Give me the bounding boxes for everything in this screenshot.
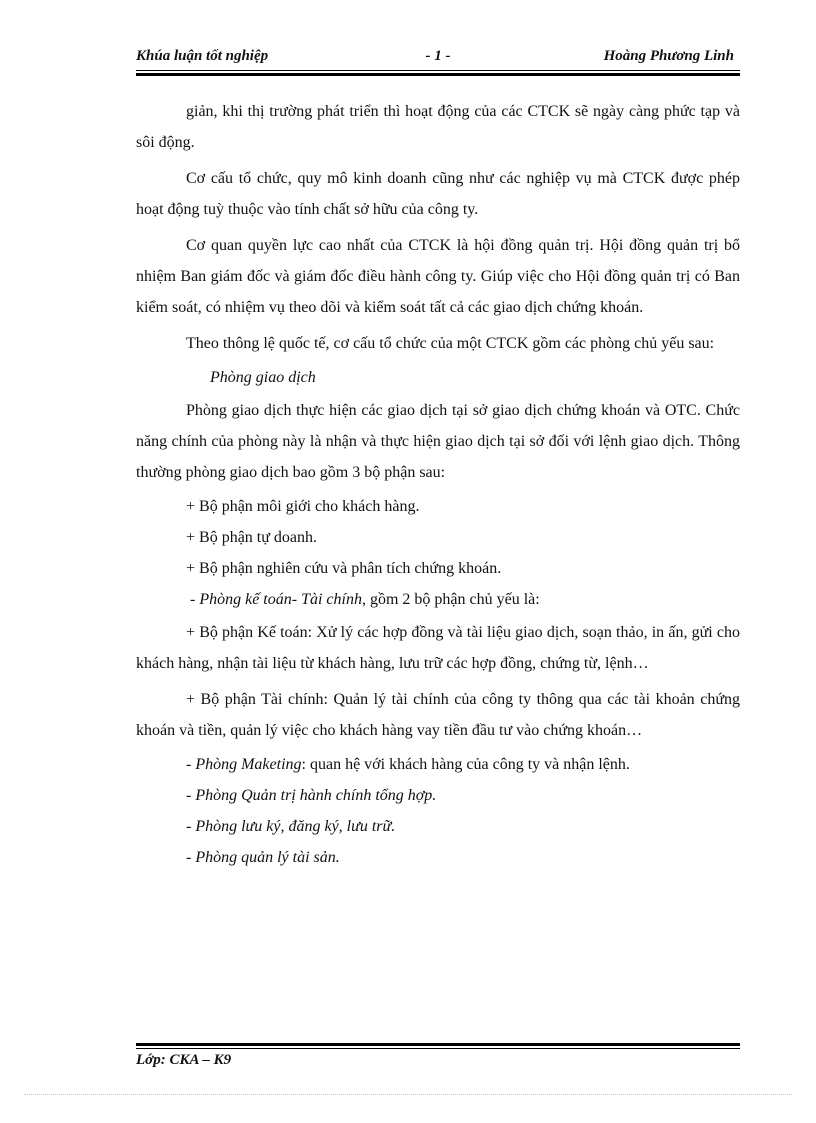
bullet-item: + Bộ phận tự doanh.: [186, 529, 318, 546]
dash-item: - Phòng lưu ký, đăng ký, lưu trữ.: [186, 818, 396, 835]
paragraph: Cơ quan quyền lực cao nhất của CTCK là hội đồng quản trị. Hội đồng quản trị bổ nhiệm Ban giám đốc và giám đốc điều hành công ty. Giúp việc cho Hội đồng quản trị có Ban kiểm soát, có nhiệm vụ theo dõi và kiểm soát tất cả các giao dịch chứng khoán.: [136, 237, 740, 316]
bullet-item: + Bộ phận môi giới cho khách hàng.: [186, 498, 420, 515]
footer-class-label: Lớp: CKA – K9: [136, 1052, 232, 1068]
dash-item-text: , gồm 2 bộ phận chủ yếu là:: [361, 591, 540, 608]
page-bottom-dotted-line: [24, 1094, 792, 1095]
header-page-number: - 1 -: [425, 48, 451, 64]
page-body: [136, 96, 740, 875]
dash-item: - Phòng quản lý tài sản.: [186, 849, 340, 866]
dash-prefix: -: [186, 756, 196, 773]
section-heading: Phòng giao dịch: [210, 369, 316, 386]
dash-item: [136, 751, 740, 778]
footer-rule-thick: [136, 1043, 740, 1046]
paragraph: giản, khi thị trường phát triển thì hoạt động của các CTCK sẽ ngày càng phức tạp và sôi động.: [136, 103, 740, 151]
dash-item: - Phòng Quản trị hành chính tổng hợp.: [186, 787, 437, 804]
dash-item: [136, 586, 740, 613]
footer-rule-thin: [136, 1048, 740, 1049]
header-rule-thin: [136, 70, 740, 71]
bullet-item: + Bộ phận nghiên cứu và phân tích chứng khoán.: [186, 560, 502, 577]
paragraph: + Bộ phận Kế toán: Xử lý các hợp đồng và tài liệu giao dịch, soạn thảo, in ấn, gửi cho khách hàng, nhận tài liệu từ khách hàng, lưu trữ các hợp đồng, chứng từ, lệnh…: [136, 624, 740, 672]
header-author-name: Hoàng Phương Linh: [603, 48, 734, 64]
paragraph: Cơ cấu tổ chức, quy mô kinh doanh cũng như các nghiệp vụ mà CTCK được phép hoạt động tuỳ thuộc vào tính chất sở hữu của công ty.: [136, 170, 740, 218]
department-name: Phòng kế toán- Tài chính: [199, 591, 362, 608]
header-thesis-title: Khúa luận tốt nghiệp: [136, 48, 269, 64]
paragraph: Theo thông lệ quốc tế, cơ cấu tổ chức của một CTCK gồm các phòng chủ yếu sau:: [186, 335, 715, 352]
page-header: [136, 48, 740, 70]
paragraph: + Bộ phận Tài chính: Quản lý tài chính của công ty thông qua các tài khoản chứng khoán và tiền, quản lý việc cho khách hàng vay tiền đầu tư vào chứng khoán…: [136, 691, 740, 739]
dash-prefix: -: [190, 591, 200, 608]
department-name: Phòng Maketing: [195, 756, 302, 773]
dash-item-text: : quan hệ với khách hàng của công ty và nhận lệnh.: [301, 756, 630, 773]
header-rule-thick: [136, 73, 740, 76]
paragraph: Phòng giao dịch thực hiện các giao dịch tại sở giao dịch chứng khoán và OTC. Chức năng chính của phòng này là nhận và thực hiện giao dịch tại sở đối với lệnh giao dịch. Thông thường phòng giao dịch bao gồm 3 bộ phận sau:: [136, 402, 740, 481]
